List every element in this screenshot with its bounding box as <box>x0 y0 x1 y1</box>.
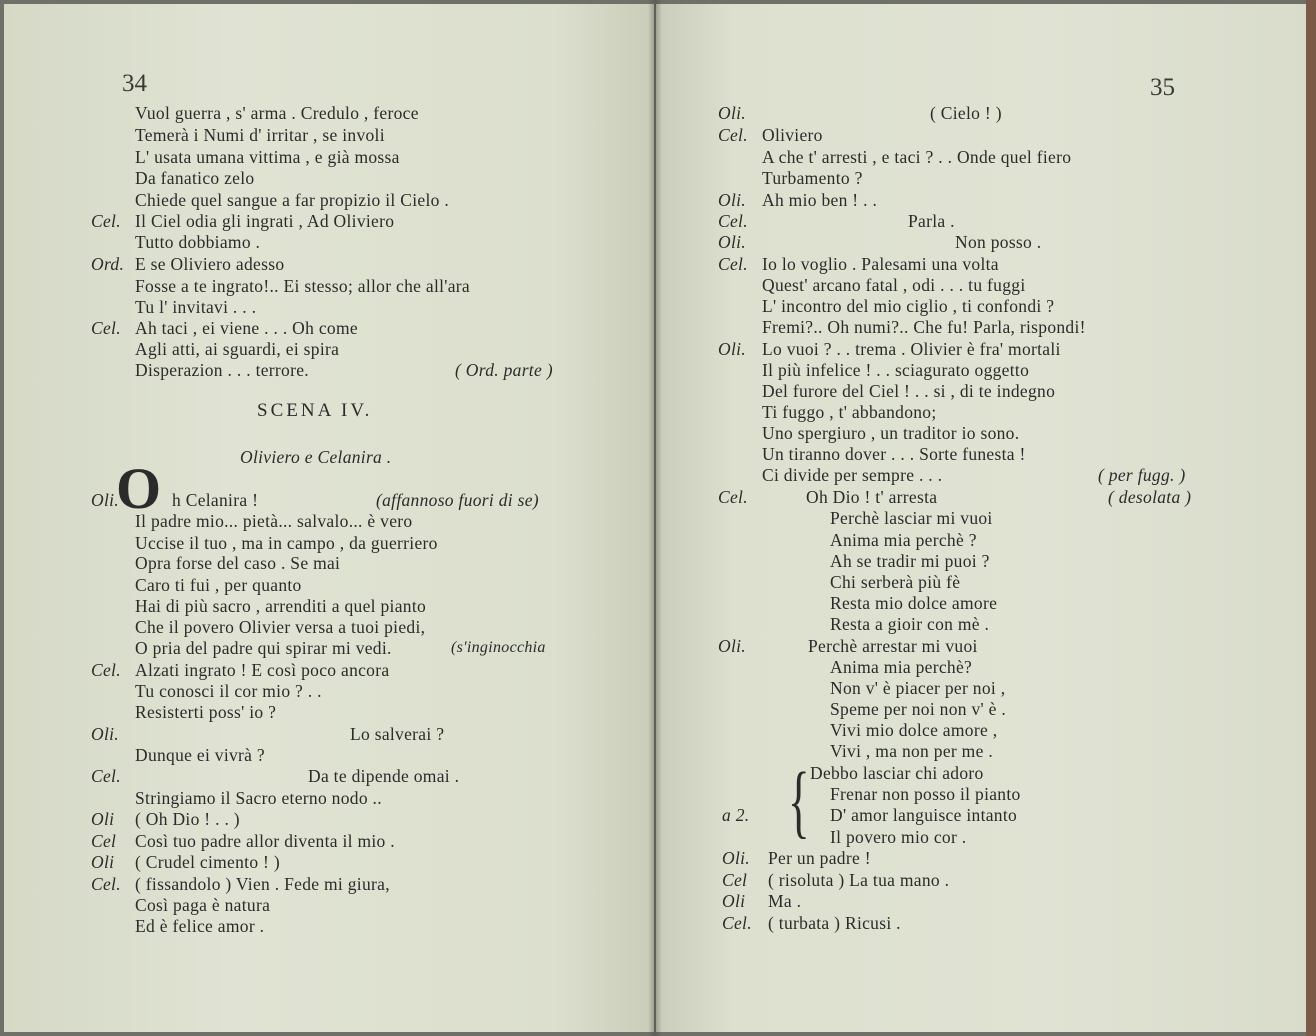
verse-line: Agli atti, ai sguardi, ei spira <box>135 339 340 359</box>
aria-line: Anima mia perchè? <box>830 657 973 677</box>
speaker-label: Oli. <box>91 490 119 510</box>
duet-label: a 2. <box>722 805 750 825</box>
speaker-label: Cel. <box>718 487 748 507</box>
verse-line: Il padre mio... pietà... salvalo... è vero <box>135 511 413 531</box>
verse-line: Opra forse del caso . Se mai <box>135 553 341 573</box>
scene-characters: Oliviero e Celanira . <box>240 447 392 467</box>
duet-line: Frenar non posso il pianto <box>830 784 1021 804</box>
verse-line: E se Oliviero adesso <box>135 254 285 274</box>
verse-line: ( Oh Dio ! . . ) <box>135 809 240 829</box>
speaker-label: Cel <box>722 870 748 890</box>
verse-line: Ti fuggo , t' abbandono; <box>762 402 937 422</box>
drop-capital: O <box>116 456 162 521</box>
verse-line: ( fissandolo ) Vien . Fede mi giura, <box>135 874 390 894</box>
speaker-label: Cel. <box>91 211 121 231</box>
verse-line: Vuol guerra , s' arma . Credulo , feroce <box>135 103 419 123</box>
page-edge <box>1306 0 1316 1036</box>
verse-line: h Celanira ! <box>172 490 259 510</box>
speaker-label: Oli. <box>718 232 746 252</box>
speaker-label: Cel. <box>91 766 121 786</box>
speaker-label: Oli. <box>718 636 746 656</box>
aria-line: Vivi mio dolce amore , <box>830 720 998 740</box>
verse-line: ( turbata ) Ricusi . <box>768 913 901 933</box>
stage-direction-exit: ( Ord. parte ) <box>455 360 553 380</box>
scene-title: SCENA IV. <box>257 400 373 421</box>
speaker-label: Oli <box>91 852 115 872</box>
speaker-label: Cel. <box>718 125 748 145</box>
verse-line: Disperazion . . . terrore. <box>135 360 309 380</box>
verse-line: Ah mio ben ! . . <box>762 190 878 210</box>
verse-line: O pria del padre qui spirar mi vedi. <box>135 638 392 658</box>
duet-line: Il povero mio cor . <box>830 827 967 847</box>
verse-line: Per un padre ! <box>768 848 871 868</box>
verse-line: Ed è felice amor . <box>135 916 265 936</box>
verse-line: Oliviero <box>762 125 823 145</box>
aria-line: Chi serberà più fè <box>830 572 961 592</box>
verse-line: Chiede quel sangue a far propizio il Cielo . <box>135 190 450 210</box>
verse-line: Temerà i Numi d' irritar , se involi <box>135 125 385 145</box>
verse-line: Turbamento ? <box>762 168 863 188</box>
verse-line: Da te dipende omai . <box>308 766 460 786</box>
page-number-left: 34 <box>122 70 147 97</box>
verse-line: Ma . <box>768 891 802 911</box>
aria-line: Ah se tradir mi puoi ? <box>830 551 990 571</box>
aria-line: Oh Dio ! t' arresta <box>806 487 938 507</box>
aria-line: Resta a gioir con mè . <box>830 614 990 634</box>
speaker-label: Oli. <box>718 103 746 123</box>
stage-direction: ( desolata ) <box>1108 487 1192 507</box>
aria-line: Perchè arrestar mi vuoi <box>808 636 978 656</box>
verse-line: Resisterti poss' io ? <box>135 702 277 722</box>
speaker-label: Cel. <box>718 211 748 231</box>
verse-line: Dunque ei vivrà ? <box>135 745 265 765</box>
verse-line: Del furore del Ciel ! . . si , di te indegno <box>762 381 1056 401</box>
speaker-label: Cel. <box>722 913 752 933</box>
verse-line: L' incontro del mio ciglio , ti confondi ? <box>762 296 1055 316</box>
speaker-label: Ord. <box>91 254 125 274</box>
verse-line: A che t' arresti , e taci ? . . Onde quel fiero <box>762 147 1072 167</box>
stage-direction: (s'inginocchia <box>451 639 546 656</box>
verse-line: Hai di più sacro , arrenditi a quel pianto <box>135 596 427 616</box>
speaker-label: Oli. <box>722 848 750 868</box>
verse-line: Caro ti fui , per quanto <box>135 575 302 595</box>
verse-line: Ah taci , ei viene . . . Oh come <box>135 318 358 338</box>
page-number-right: 35 <box>1150 74 1175 101</box>
verse-line: Parla . <box>908 211 955 231</box>
duet-brace-icon: { <box>788 755 810 846</box>
verse-line: Io lo voglio . Palesami una volta <box>762 254 999 274</box>
duet-line: Debbo lasciar chi adoro <box>810 763 984 783</box>
verse-line: Il Ciel odia gli ingrati , Ad Oliviero <box>135 211 395 231</box>
verse-line: Così tuo padre allor diventa il mio . <box>135 831 395 851</box>
stage-direction: (affannoso fuori di se) <box>376 490 539 510</box>
verse-line: Lo salverai ? <box>350 724 445 744</box>
aria-line: Perchè lasciar mi vuoi <box>830 508 993 528</box>
verse-line: Il più infelice ! . . sciagurato oggetto <box>762 360 1030 380</box>
verse-line: ( Cielo ! ) <box>930 103 1002 123</box>
speaker-label: Oli. <box>718 190 746 210</box>
verse-line: Lo vuoi ? . . trema . Olivier è fra' mortali <box>762 339 1061 359</box>
verse-line: Così paga è natura <box>135 895 271 915</box>
verse-line: Fosse a te ingrato!.. Ei stesso; allor che all'ara <box>135 276 470 296</box>
verse-line: Uccise il tuo , ma in campo , da guerriero <box>135 533 438 553</box>
book-gutter <box>648 0 662 1036</box>
verse-line: Quest' arcano fatal , odi . . . tu fuggi <box>762 275 1026 295</box>
aria-line: Speme per noi non v' è . <box>830 699 1007 719</box>
verse-line: Tu conosci il cor mio ? . . <box>135 681 322 701</box>
stage-direction-flee: ( per fugg. ) <box>1098 465 1186 485</box>
verse-line: Non posso . <box>955 232 1042 252</box>
verse-line: Tu l' invitavi . . . <box>135 297 257 317</box>
verse-line: Da fanatico zelo <box>135 168 255 188</box>
aria-line: Vivi , ma non per me . <box>830 741 994 761</box>
speaker-label: Oli. <box>718 339 746 359</box>
duet-line: D' amor languisce intanto <box>830 805 1018 825</box>
verse-line: Un tiranno dover . . . Sorte funesta ! <box>762 444 1026 464</box>
speaker-label: Cel. <box>91 874 121 894</box>
verse-line: Uno spergiuro , un traditor io sono. <box>762 423 1020 443</box>
speaker-label: Oli <box>722 891 746 911</box>
speaker-label: Cel. <box>91 660 121 680</box>
speaker-label: Oli <box>91 809 115 829</box>
verse-line: Che il povero Olivier versa a tuoi piedi, <box>135 617 426 637</box>
verse-line: Fremi?.. Oh numi?.. Che fu! Parla, rispondi! <box>762 317 1086 337</box>
speaker-label: Cel. <box>718 254 748 274</box>
speaker-label: Oli. <box>91 724 119 744</box>
verse-line: L' usata umana vittima , e già mossa <box>135 147 400 167</box>
verse-line: Stringiamo il Sacro eterno nodo .. <box>135 788 382 808</box>
aria-line: Anima mia perchè ? <box>830 530 977 550</box>
speaker-label: Cel. <box>91 318 121 338</box>
speaker-label: Cel <box>91 831 117 851</box>
verse-line: ( risoluta ) La tua mano . <box>768 870 950 890</box>
verse-line: Alzati ingrato ! E così poco ancora <box>135 660 390 680</box>
aria-line: Resta mio dolce amore <box>830 593 998 613</box>
verse-line: Tutto dobbiamo . <box>135 232 261 252</box>
verse-line: Ci divide per sempre . . . <box>762 465 943 485</box>
aria-line: Non v' è piacer per noi , <box>830 678 1006 698</box>
verse-line: ( Crudel cimento ! ) <box>135 852 280 872</box>
